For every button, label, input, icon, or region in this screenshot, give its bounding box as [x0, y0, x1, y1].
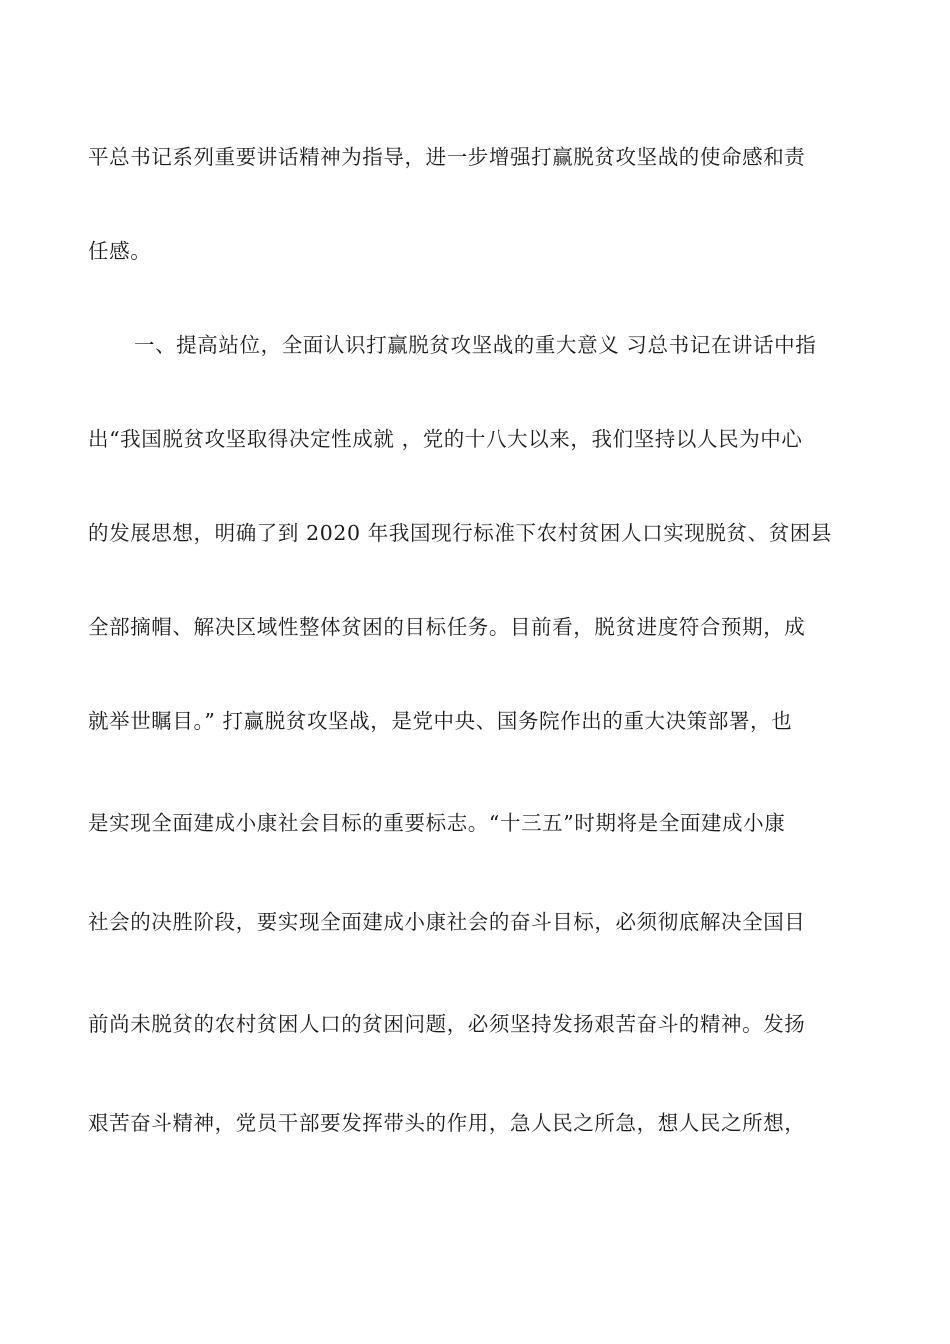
text-line: 全部摘帽、解决区域性整体贫困的目标任务。目前看，脱贫进度符合预期，成 — [88, 615, 806, 639]
text-line: 出“我国脱贫攻坚取得决定性成就 ，党的十八大以来，我们坚持以人民为中心 — [88, 427, 803, 451]
text-line: 就举世瞩目。” 打赢脱贫攻坚战，是党中央、国务院作出的重大决策部署，也 — [88, 709, 793, 733]
text-line: 的发展思想，明确了到 2020 年我国现行标准下农村贫困人口实现脱贫、贫困县 — [88, 521, 833, 545]
text-line: 艰苦奋斗精神，党员干部要发挥带头的作用，急人民之所急，想人民之所想， — [88, 1111, 806, 1135]
text-line: 社会的决胜阶段，要实现全面建成小康社会的奋斗目标，必须彻底解决全国目 — [88, 910, 806, 934]
text-line: 平总书记系列重要讲话精神为指导，进一步增强打赢脱贫攻坚战的使命感和责 — [88, 145, 806, 169]
text-line: 是实现全面建成小康社会目标的重要标志。“十三五”时期将是全面建成小康 — [88, 811, 786, 835]
text-line: 前尚未脱贫的农村贫困人口的贫困问题，必须坚持发扬艰苦奋斗的精神。发扬 — [88, 1012, 806, 1036]
section-heading-line: 一、提高站位，全面认识打赢脱贫攻坚战的重大意义 习总书记在讲话中指 — [134, 333, 817, 357]
text-line: 任感。 — [88, 239, 152, 263]
